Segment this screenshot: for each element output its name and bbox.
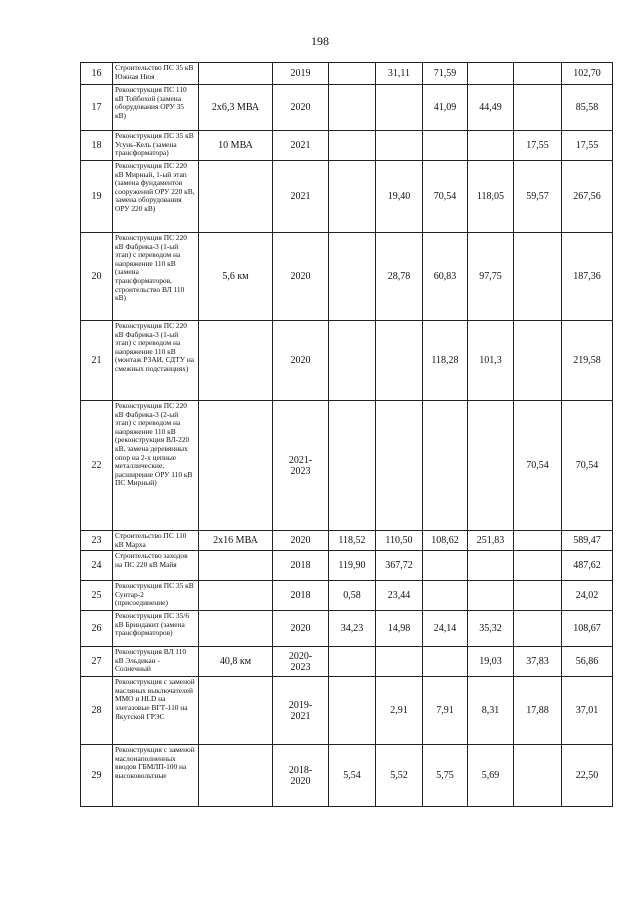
row-number-cell: 18	[81, 131, 113, 161]
value-cell-5	[514, 551, 562, 581]
year-cell: 2020	[273, 233, 329, 321]
capacity-cell: 2х6,3 МВА	[199, 85, 273, 131]
value-cell-4: 251,83	[468, 531, 514, 551]
table-row	[81, 85, 613, 131]
capacity-cell	[199, 401, 273, 531]
row-number-cell: 19	[81, 161, 113, 233]
value-cell-5	[514, 581, 562, 611]
value-cell-3: 118,28	[423, 321, 468, 401]
value-cell-3	[423, 551, 468, 581]
object-name-cell: Реконструкция ВЛ 110 кВ Эльдикан - Солнечный	[113, 647, 199, 677]
total-cell: 108,67	[562, 611, 613, 647]
value-cell-2: 23,44	[376, 581, 423, 611]
value-cell-1	[329, 161, 376, 233]
table-row	[81, 647, 613, 677]
table-row	[81, 611, 613, 647]
value-cell-1	[329, 321, 376, 401]
value-cell-3	[423, 401, 468, 531]
row-number-cell: 24	[81, 551, 113, 581]
table-row	[81, 677, 613, 745]
value-cell-4: 5,69	[468, 745, 514, 807]
value-cell-5	[514, 745, 562, 807]
value-cell-4	[468, 131, 514, 161]
row-number-cell: 16	[81, 63, 113, 85]
value-cell-5: 37,83	[514, 647, 562, 677]
table-row	[81, 401, 613, 531]
total-cell: 187,36	[562, 233, 613, 321]
row-number-cell: 20	[81, 233, 113, 321]
value-cell-1: 34,23	[329, 611, 376, 647]
year-cell: 2021	[273, 161, 329, 233]
value-cell-2	[376, 401, 423, 531]
value-cell-5	[514, 321, 562, 401]
year-cell: 2020	[273, 611, 329, 647]
year-cell: 2019	[273, 63, 329, 85]
value-cell-1	[329, 677, 376, 745]
object-name-cell: Реконструкция с заменой масляных выключателей ММО и HLD на элегазовые ВГТ-110 на Якутской ГРЭС	[113, 677, 199, 745]
capacity-cell: 40,8 км	[199, 647, 273, 677]
value-cell-2: 367,72	[376, 551, 423, 581]
table-row	[81, 321, 613, 401]
year-cell: 2020	[273, 321, 329, 401]
value-cell-3: 41,09	[423, 85, 468, 131]
value-cell-3: 71,59	[423, 63, 468, 85]
value-cell-2	[376, 321, 423, 401]
object-name-cell: Реконструкция с заменой маслонаполненных вводов ГБМЛП-100 на высоковольтные	[113, 745, 199, 807]
value-cell-1: 118,52	[329, 531, 376, 551]
total-cell: 22,50	[562, 745, 613, 807]
year-cell: 2020	[273, 85, 329, 131]
value-cell-1	[329, 85, 376, 131]
value-cell-4: 35,32	[468, 611, 514, 647]
value-cell-1	[329, 233, 376, 321]
value-cell-5	[514, 531, 562, 551]
value-cell-2: 110,50	[376, 531, 423, 551]
total-cell: 102,70	[562, 63, 613, 85]
year-cell: 2021	[273, 131, 329, 161]
table-row	[81, 745, 613, 807]
capacity-cell: 10 МВА	[199, 131, 273, 161]
table-row	[81, 531, 613, 551]
capacity-cell	[199, 161, 273, 233]
value-cell-5: 17,55	[514, 131, 562, 161]
value-cell-3	[423, 131, 468, 161]
value-cell-4: 19,03	[468, 647, 514, 677]
object-name-cell: Реконструкция ПС 35 кВ Сунтар-2 (присоединение)	[113, 581, 199, 611]
value-cell-4: 44,49	[468, 85, 514, 131]
value-cell-2	[376, 85, 423, 131]
object-name-cell: Строительство ПС 35 кВ Южная Нюя	[113, 63, 199, 85]
total-cell: 56,86	[562, 647, 613, 677]
table-row	[81, 131, 613, 161]
year-cell: 2018	[273, 581, 329, 611]
value-cell-2: 31,11	[376, 63, 423, 85]
object-name-cell: Реконструкция ПС 220 кВ Мирный, 1-ый этап (замена фундаментов сооружений ОРУ 220 кВ, замена оборудования ОРУ 220 кВ)	[113, 161, 199, 233]
value-cell-2: 5,52	[376, 745, 423, 807]
value-cell-4: 97,75	[468, 233, 514, 321]
object-name-cell: Реконструкция ПС 220 кВ Фабрика-3 (1-ый этап) с переводом на напряжение 110 кВ (монтаж РЗАИ, СДТУ на смежных подстанциях)	[113, 321, 199, 401]
year-cell: 2018	[273, 551, 329, 581]
value-cell-3: 70,54	[423, 161, 468, 233]
value-cell-4: 118,05	[468, 161, 514, 233]
value-cell-2: 19,40	[376, 161, 423, 233]
investment-table	[80, 62, 613, 807]
total-cell: 37,01	[562, 677, 613, 745]
capacity-cell	[199, 321, 273, 401]
value-cell-3: 24,14	[423, 611, 468, 647]
capacity-cell	[199, 63, 273, 85]
value-cell-3: 7,91	[423, 677, 468, 745]
row-number-cell: 26	[81, 611, 113, 647]
value-cell-4	[468, 63, 514, 85]
value-cell-5: 59,57	[514, 161, 562, 233]
table-row	[81, 161, 613, 233]
object-name-cell: Реконструкция ПС 35 кВ Усунь-Кель (замена трансформатора)	[113, 131, 199, 161]
value-cell-1: 5,54	[329, 745, 376, 807]
value-cell-5	[514, 63, 562, 85]
object-name-cell: Реконструкция ПС 220 кВ Фабрика-3 (1-ый этап) с переводом на напряжение 110 кВ (замена трансформаторов, строительство ВЛ 110 кВ)	[113, 233, 199, 321]
capacity-cell	[199, 611, 273, 647]
year-cell: 2021- 2023	[273, 401, 329, 531]
value-cell-1	[329, 401, 376, 531]
value-cell-2	[376, 131, 423, 161]
row-number-cell: 29	[81, 745, 113, 807]
total-cell: 589,47	[562, 531, 613, 551]
value-cell-2: 2,91	[376, 677, 423, 745]
table-row	[81, 581, 613, 611]
table-row	[81, 63, 613, 85]
total-cell: 17,55	[562, 131, 613, 161]
page-number: 198	[311, 34, 329, 48]
value-cell-3	[423, 581, 468, 611]
value-cell-4	[468, 581, 514, 611]
value-cell-1: 0,58	[329, 581, 376, 611]
capacity-cell	[199, 581, 273, 611]
value-cell-3: 60,83	[423, 233, 468, 321]
year-cell: 2018- 2020	[273, 745, 329, 807]
capacity-cell	[199, 677, 273, 745]
value-cell-3: 5,75	[423, 745, 468, 807]
object-name-cell: Строительство ПС 110 кВ Марха	[113, 531, 199, 551]
total-cell: 85,58	[562, 85, 613, 131]
capacity-cell: 2х16 МВА	[199, 531, 273, 551]
value-cell-4: 8,31	[468, 677, 514, 745]
value-cell-5: 17,88	[514, 677, 562, 745]
row-number-cell: 27	[81, 647, 113, 677]
value-cell-2	[376, 647, 423, 677]
row-number-cell: 17	[81, 85, 113, 131]
capacity-cell: 5,6 км	[199, 233, 273, 321]
value-cell-3: 108,62	[423, 531, 468, 551]
table-body	[81, 63, 613, 807]
object-name-cell: Реконструкция ПС 220 кВ Фабрика-3 (2-ый этап) с переводом на напряжение 110 кВ (реконструкция ВЛ-220 кВ, замена деревянных опор на 2-х цепные металлические, расширение ОРУ 110 кВ ПС Мирный)	[113, 401, 199, 531]
value-cell-5	[514, 233, 562, 321]
object-name-cell: Строительство заходов на ПС 220 кВ Майя	[113, 551, 199, 581]
value-cell-1	[329, 647, 376, 677]
value-cell-4: 101,3	[468, 321, 514, 401]
year-cell: 2020- 2023	[273, 647, 329, 677]
value-cell-3	[423, 647, 468, 677]
year-cell: 2019- 2021	[273, 677, 329, 745]
value-cell-4	[468, 401, 514, 531]
object-name-cell: Реконструкция ПС 35/6 кВ Бриндакит (замена трансформаторов)	[113, 611, 199, 647]
capacity-cell	[199, 745, 273, 807]
value-cell-2: 14,98	[376, 611, 423, 647]
total-cell: 70,54	[562, 401, 613, 531]
row-number-cell: 23	[81, 531, 113, 551]
total-cell: 24,02	[562, 581, 613, 611]
table-row	[81, 233, 613, 321]
value-cell-1: 119,90	[329, 551, 376, 581]
value-cell-1	[329, 63, 376, 85]
value-cell-5: 70,54	[514, 401, 562, 531]
row-number-cell: 28	[81, 677, 113, 745]
value-cell-2: 28,78	[376, 233, 423, 321]
total-cell: 267,56	[562, 161, 613, 233]
value-cell-4	[468, 551, 514, 581]
value-cell-5	[514, 85, 562, 131]
year-cell: 2020	[273, 531, 329, 551]
row-number-cell: 22	[81, 401, 113, 531]
object-name-cell: Реконструкция ПС 110 кВ Тойбохой (замена оборудования ОРУ 35 кВ)	[113, 85, 199, 131]
value-cell-5	[514, 611, 562, 647]
row-number-cell: 21	[81, 321, 113, 401]
capacity-cell	[199, 551, 273, 581]
table-row	[81, 551, 613, 581]
value-cell-1	[329, 131, 376, 161]
total-cell: 487,62	[562, 551, 613, 581]
total-cell: 219,58	[562, 321, 613, 401]
row-number-cell: 25	[81, 581, 113, 611]
